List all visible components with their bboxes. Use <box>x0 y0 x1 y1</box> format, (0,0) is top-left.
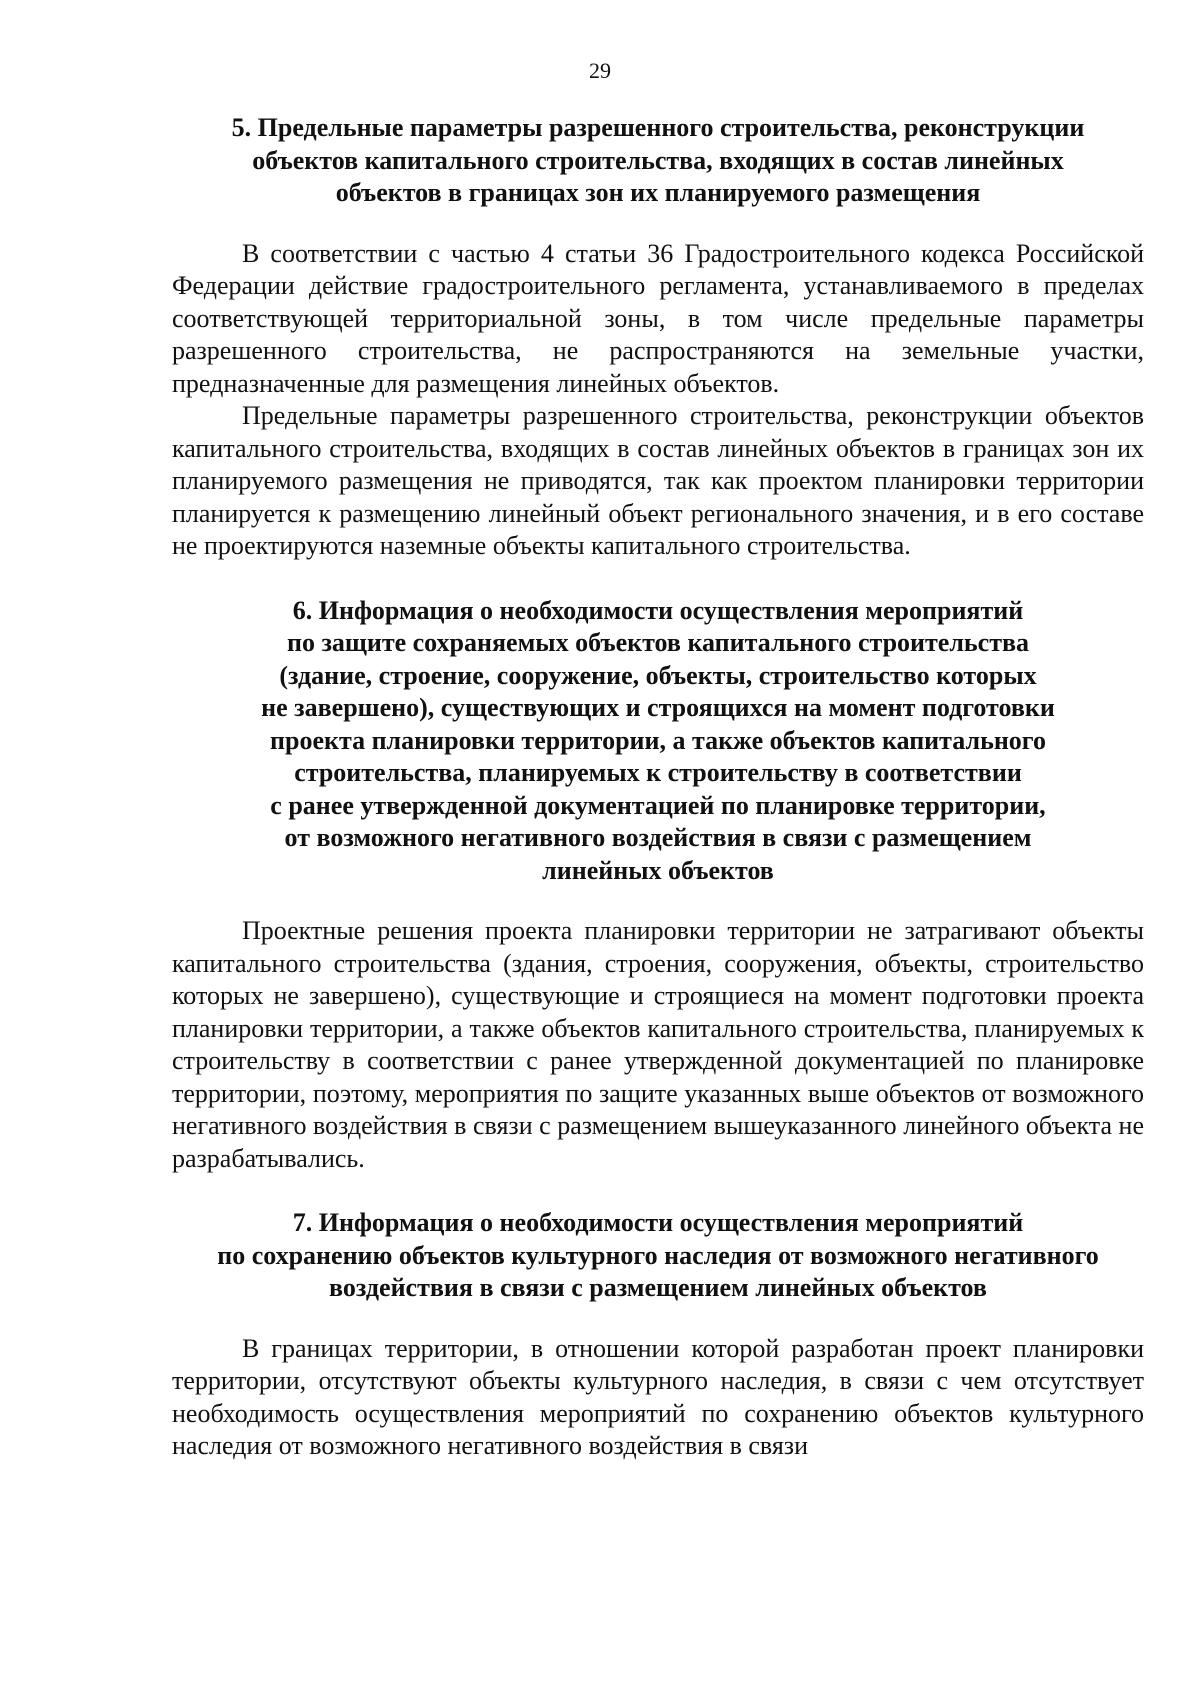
heading-line: 6. Информация о необходимости осуществления мероприятий <box>292 595 1024 625</box>
document-body <box>172 112 1144 1463</box>
heading-line: объектов в границах зон их планируемого размещения <box>335 178 981 207</box>
section-5-paragraph-2: Предельные параметры разрешенного строительства, реконструкции объектов капитального строительства, входящих в состав линейных объектов в границах зон их планируемого размещения не приводятся, так как проектом планировки территории планируется к размещению линейный объект регионального значения, и в его составе не проектируются наземные объекты капитального строительства. <box>172 401 1144 560</box>
heading-line: от возможного негативного воздействия в связи с размещением <box>284 823 1032 852</box>
section-6-heading <box>172 595 1144 888</box>
page-number: 29 <box>589 58 611 83</box>
heading-line: по сохранению объектов культурного наследия от возможного негативного <box>217 1240 1099 1270</box>
heading-line: строительства, планируемых к строительству в соответствии <box>294 758 1022 787</box>
section-6-paragraph-1: Проектные решения проекта планировки территории не затрагивают объекты капитального строительства (здания, строения, сооружения, объекты, строительство которых не завершено), существующие и строящиеся на момент подготовки проекта планировки территории, а также объектов капитального строительства, планируемых к строительству в соответствии с ранее утвержденной документацией по планировке территории, поэтому, мероприятия по защите указанных выше объектов от возможного негативного воздействия в связи с размещением вышеуказанного линейного объекта не разрабатывались. <box>172 916 1144 1173</box>
heading-line: 7. Информация о необходимости осуществления мероприятий <box>292 1208 1024 1237</box>
heading-line: с ранее утвержденной документацией по планировке территории, <box>270 790 1046 820</box>
heading-line: линейных объектов <box>542 855 774 885</box>
section-7-paragraph-1: В границах территории, в отношении которой разработан проект планировки территории, отсутствуют объекты культурного наследия, в связи с чем отсутствует необходимость осуществления мероприятий по сохранению объектов культурного наследия от возможного негативного воздействия в связи <box>172 1333 1144 1460</box>
heading-line: воздействия в связи с размещением линейных объектов <box>329 1273 987 1302</box>
heading-line: объектов капитального строительства, входящих в состав линейных <box>252 145 1064 175</box>
heading-line: по защите сохраняемых объектов капитального строительства <box>286 628 1030 657</box>
heading-line: проекта планировки территории, а также объектов капитального <box>270 725 1046 755</box>
section-5-heading <box>172 112 1144 210</box>
heading-line: 5. Предельные параметры разрешенного строительства, реконструкции <box>231 113 1085 142</box>
heading-line: не завершено), существующих и строящихся на момент подготовки <box>261 693 1055 722</box>
section-7-heading <box>172 1207 1144 1305</box>
section-5-paragraph-1: В соответствии с частью 4 статьи 36 Градостроительного кодекса Российской Федерации действие градостроительного регламента, устанавливаемого в пределах соответствующей территориальной зоны, в том числе предельные параметры разрешенного строительства, не распространяются на земельные участки, предназначенные для размещения линейных объектов. <box>172 238 1144 398</box>
heading-line: (здание, строение, сооружение, объекты, строительство которых <box>279 660 1037 690</box>
